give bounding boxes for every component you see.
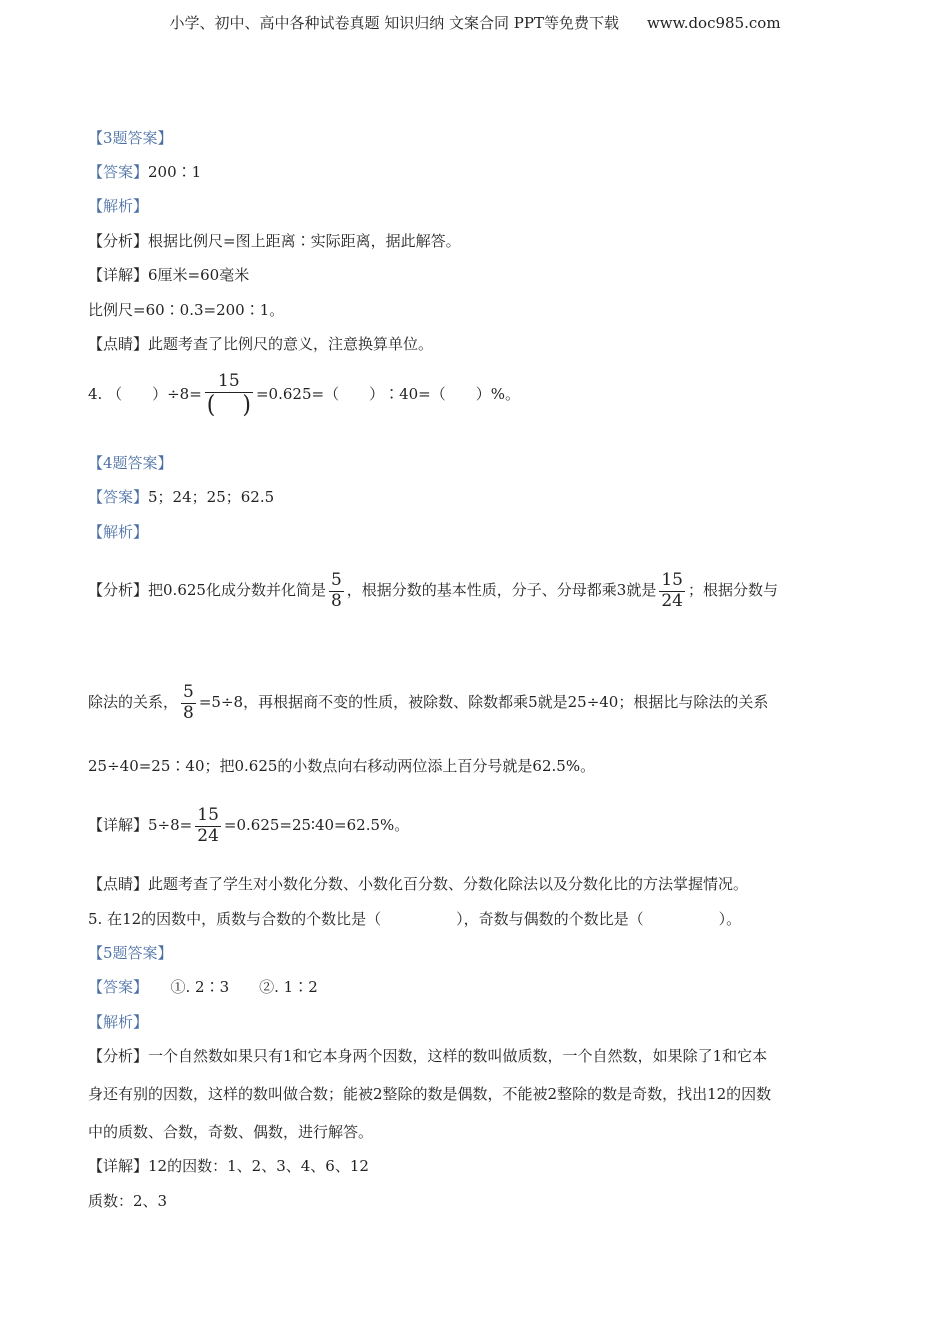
- q3-analysis-tag: 【解析】: [88, 197, 149, 215]
- q4-stem: [88, 368, 520, 420]
- detail-tag: 【详解】: [88, 816, 149, 834]
- q5-answer-line: [88, 977, 318, 997]
- fraction-15-24: [195, 806, 221, 846]
- fraction-15-24: [659, 571, 685, 611]
- fraction-numerator: 15: [661, 569, 683, 590]
- fraction-numerator: 15: [197, 804, 219, 825]
- answer-tag: 【答案】: [88, 978, 141, 996]
- fraction-numerator: 15: [218, 371, 240, 392]
- header-site-link[interactable]: www.doc985.com: [646, 14, 781, 32]
- fraction-denominator: 24: [197, 825, 219, 846]
- comment-tag: 【点睛】: [88, 335, 149, 353]
- q4-detail-a: 5÷8=: [148, 816, 193, 834]
- q4-fenxi-c: ；根据分数与: [687, 581, 778, 599]
- q5-answer-title: 【5题答案】: [88, 944, 173, 962]
- q3-comment-line: [88, 334, 433, 354]
- q4-analysis-tag: 【解析】: [88, 523, 149, 541]
- q3-answer-line: [88, 162, 201, 182]
- q3-fenxi: 根据比例尺=图上距离∶实际距离，据此解答。: [148, 232, 461, 250]
- q3-comment: 此题考查了比例尺的意义，注意换算单位。: [148, 335, 434, 353]
- q4-fenxi-line3: 25÷40=25∶40；把0.625的小数点向右移动两位添上百分号就是62.5%。: [88, 757, 596, 775]
- q4-comment-line: [88, 874, 748, 894]
- q4-stem-b: =0.625=（ ）∶40=（ ）%。: [255, 385, 520, 403]
- q4-line2-b: =5÷8，再根据商不变的性质，被除数、除数都乘5就是25÷40；根据比与除法的关系: [198, 693, 769, 711]
- fenxi-tag: 【分析】: [88, 232, 149, 250]
- fraction-denominator-blank: ( ): [206, 391, 251, 419]
- q3-detail2: 比例尺=60∶0.3=200∶1。: [88, 301, 285, 319]
- detail-tag: 【详解】: [88, 266, 149, 284]
- answer-tag: 【答案】: [88, 488, 149, 506]
- fraction-5-8: [181, 683, 196, 723]
- header-text: 小学、初中、高中各种试卷真题 知识归纳 文案合同 PPT等免费下载: [169, 14, 619, 32]
- q3-fenxi-line: [88, 231, 461, 251]
- q4-answer-title: 【4题答案】: [88, 454, 173, 472]
- fraction-numerator: 5: [330, 569, 342, 590]
- q5-fenxi-line2: 身还有别的因数，这样的数叫做合数；能被2整除的数是偶数，不能被2整除的数是奇数，找出12的因数: [88, 1085, 772, 1103]
- q4-fenxi-a: 把0.625化成分数并化简是: [148, 581, 326, 599]
- q5-fenxi1: 一个自然数如果只有1和它本身两个因数，这样的数叫做质数，一个自然数，如果除了1和它本: [148, 1047, 768, 1065]
- q4-fenxi-line2: [88, 676, 768, 728]
- answer-tag: 【答案】: [88, 163, 149, 181]
- q5-answer: ①. 2∶3 ②. 1∶2: [140, 978, 318, 996]
- q3-answer: 200∶1: [148, 163, 202, 181]
- q5-detail2: 质数：2、3: [88, 1192, 168, 1210]
- q5-detail-line: [88, 1156, 369, 1176]
- q4-detail-b: =0.625=25∶40=62.5%。: [223, 816, 410, 834]
- q4-line2-a: 除法的关系，: [88, 693, 179, 711]
- q4-stem-a: 4. （ ）÷8=: [88, 385, 202, 403]
- q4-fenxi-b: ，根据分数的基本性质，分子、分母都乘3就是: [346, 581, 657, 599]
- q3-answer-title: 【3题答案】: [88, 129, 173, 147]
- q4-answer: 5；24；25；62.5: [148, 488, 275, 506]
- q5-analysis-tag: 【解析】: [88, 1013, 149, 1031]
- q4-fenxi-line1: [88, 564, 778, 616]
- fenxi-tag: 【分析】: [88, 1047, 149, 1065]
- q3-detail-line: [88, 265, 249, 285]
- fraction-5-8: [329, 571, 344, 611]
- q5-detail: 12的因数：1、2、3、4、6、12: [148, 1157, 369, 1175]
- detail-tag: 【详解】: [88, 1157, 149, 1175]
- q5-fenxi-line1: [88, 1046, 767, 1066]
- q5-fenxi-line3: 中的质数、合数，奇数、偶数，进行解答。: [88, 1123, 374, 1141]
- q4-detail-line: [88, 799, 409, 851]
- fraction-numerator: 5: [183, 681, 194, 702]
- q4-comment: 此题考查了学生对小数化分数、小数化百分数、分数化除法以及分数化比的方法掌握情况。: [148, 875, 749, 893]
- fraction-denominator: 8: [183, 702, 194, 723]
- q4-answer-line: [88, 487, 274, 507]
- q3-detail: 6厘米=60毫米: [148, 266, 250, 284]
- fraction-denominator: 8: [330, 590, 342, 611]
- q4-stem-fraction: [205, 372, 253, 418]
- fenxi-tag: 【分析】: [88, 581, 149, 599]
- page-header: [0, 12, 950, 33]
- comment-tag: 【点睛】: [88, 875, 149, 893]
- q5-stem: 5. 在12的因数中，质数与合数的个数比是（ ），奇数与偶数的个数比是（ ）。: [88, 910, 742, 928]
- fraction-denominator: 24: [661, 590, 683, 611]
